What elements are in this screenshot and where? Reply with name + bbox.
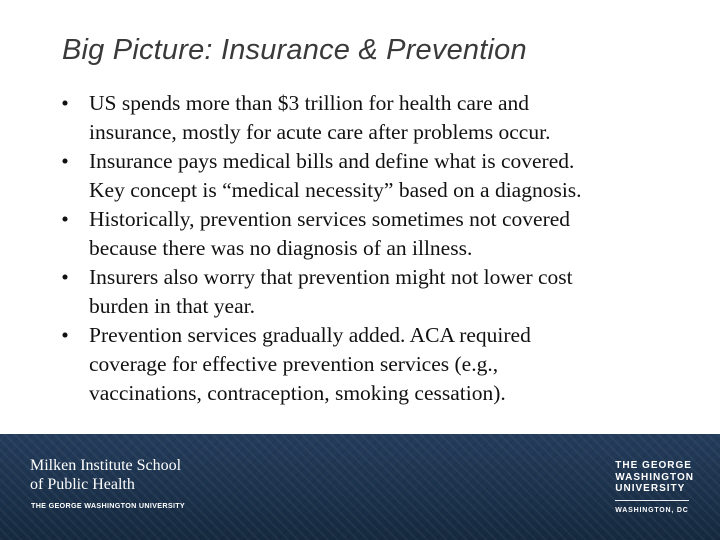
gw-line3: UNIVERSITY: [615, 483, 686, 494]
school-name-line1: Milken Institute School: [30, 457, 182, 474]
bullet-line: Key concept is “medical necessity” based on a diagnosis.: [89, 178, 582, 202]
bullet-marker: •: [61, 265, 69, 289]
school-logo: [30, 456, 181, 494]
school-name-line2: of Public Health: [30, 476, 135, 493]
bullet-line: Insurance pays medical bills and define what is covered.: [89, 149, 575, 173]
bullet-line: coverage for effective prevention services (e.g.,: [89, 352, 499, 376]
gw-location: WASHINGTON, DC: [615, 506, 689, 514]
bullet-line: Insurers also worry that prevention might not lower cost: [89, 265, 573, 289]
bullet-marker: •: [61, 207, 69, 231]
bullet-line: Historically, prevention services sometimes not covered: [89, 207, 571, 231]
bullet-item: [58, 205, 678, 263]
bullet-marker: •: [61, 149, 69, 173]
slide-title: Big Picture: Insurance & Prevention: [62, 34, 527, 66]
university-logo: [615, 460, 694, 516]
bullet-marker: •: [61, 323, 69, 347]
gw-line1: THE GEORGE: [615, 460, 692, 471]
footer-band: [0, 434, 720, 540]
gw-line2: WASHINGTON: [615, 471, 694, 483]
bullet-line: vaccinations, contraception, smoking cessation).: [89, 381, 506, 405]
bullet-line: burden in that year.: [89, 294, 255, 318]
bullet-list: [58, 89, 678, 408]
bullet-line: because there was no diagnosis of an illness.: [89, 236, 473, 260]
bullet-marker: •: [61, 91, 69, 115]
logo-divider: [615, 500, 689, 501]
bullet-item: [58, 89, 678, 147]
bullet-item: [58, 321, 678, 408]
bullet-line: US spends more than $3 trillion for health care and: [89, 91, 530, 115]
bullet-item: [58, 147, 678, 205]
bullet-line: insurance, mostly for acute care after problems occur.: [89, 120, 551, 144]
school-subtitle: THE GEORGE WASHINGTON UNIVERSITY: [31, 501, 186, 510]
bullet-item: [58, 263, 678, 321]
bullet-line: Prevention services gradually added. ACA required: [89, 323, 531, 347]
